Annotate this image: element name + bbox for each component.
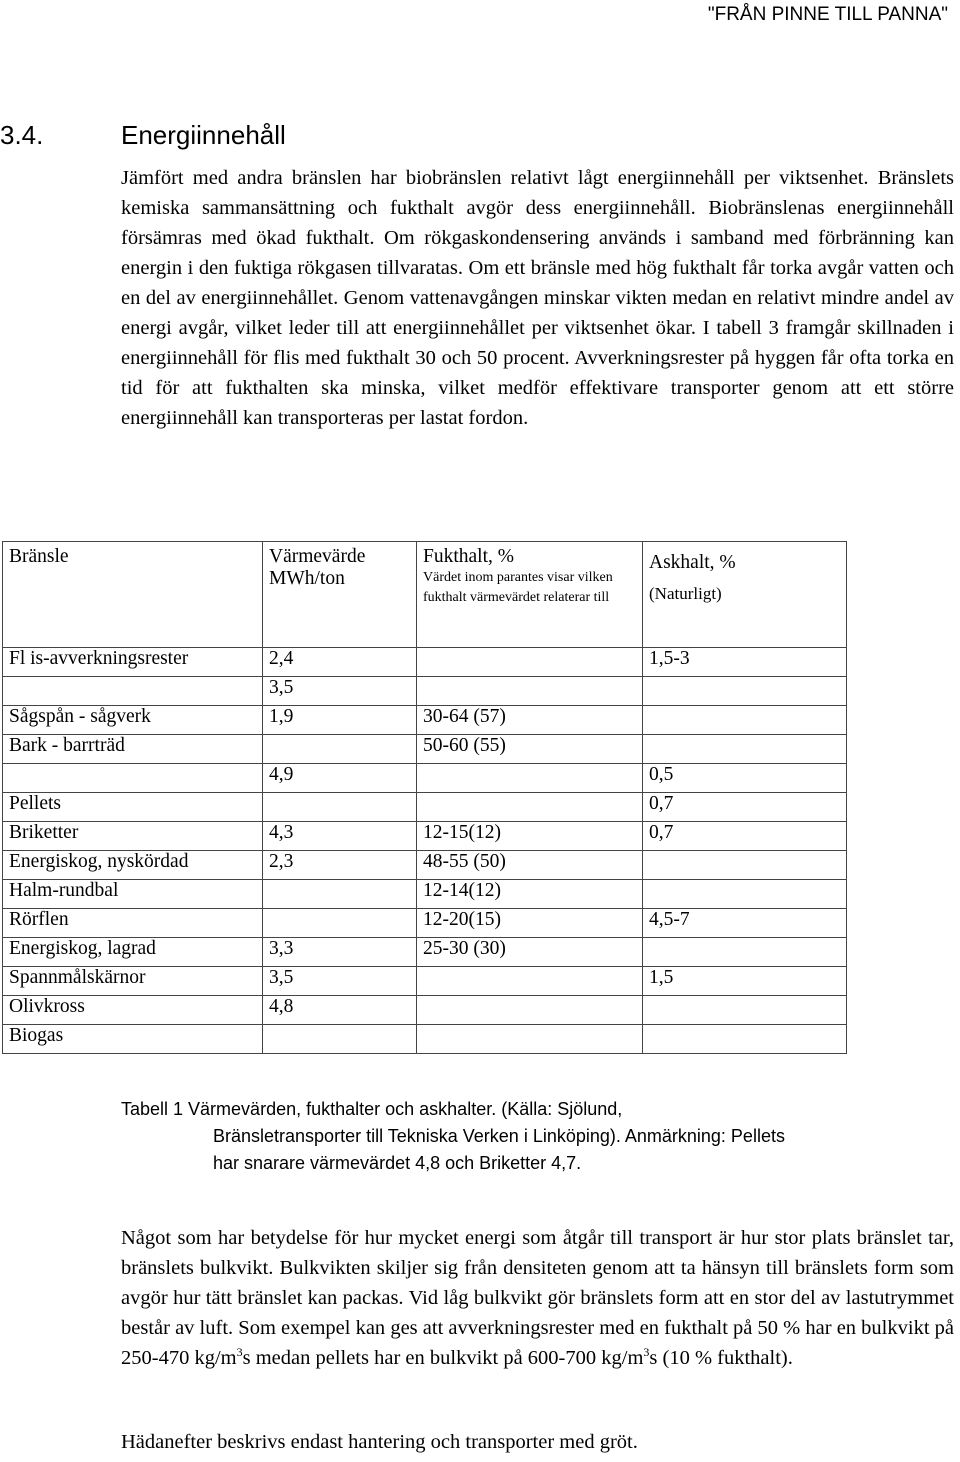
header-ash-note: (Naturligt)	[649, 584, 722, 603]
cell-heat: 3,5	[263, 967, 417, 996]
table-row	[3, 909, 847, 938]
cell-ash: 4,5-7	[643, 909, 847, 938]
cell-moisture: 12-20(15)	[417, 909, 643, 938]
table-row	[3, 822, 847, 851]
fuel-properties-table	[2, 541, 847, 1054]
cell-fuel: Olivkross	[3, 996, 263, 1025]
table-row	[3, 706, 847, 735]
cell-heat	[263, 909, 417, 938]
table-row	[3, 938, 847, 967]
paragraph-energy-content: Jämfört med andra bränslen har biobränslen relativt lågt energiinnehåll per viktsenhet. Bränslets kemiska sammansättning och fukthalt avgör dess energiinnehåll. Biobränslenas energiinnehåll försämras med ökad fukthalt. Om rökgaskondensering används i samband med förbränning kan energin i den fuktiga rökgasen tillvaratas. Om ett bränsle med hög fukthalt får torka avgår vatten och en del av energiinnehållet. Genom vattenavgången minskar vikten medan en relativt mindre andel av energi avgår, vilket leder till att energiinnehållet per viktsenhet ökar. I tabell 3 framgår skillnaden i energiinnehåll för flis med fukthalt 30 och 50 procent. Avverkningsrester på hyggen får ofta torka en tid för att fukthalten ska minska, vilket medför effektivare transporter genom att ett större energiinnehåll kan transporteras per lastat fordon.	[121, 167, 954, 429]
cell-fuel: Pellets	[3, 793, 263, 822]
table-row	[3, 880, 847, 909]
cell-fuel	[3, 764, 263, 793]
cell-fuel: Sågspån - sågverk	[3, 706, 263, 735]
cell-fuel	[3, 677, 263, 706]
cell-ash: 0,7	[643, 793, 847, 822]
cell-fuel: Rörflen	[3, 909, 263, 938]
cell-ash	[643, 851, 847, 880]
cell-ash	[643, 1025, 847, 1054]
paragraph-scope-note: Hädanefter beskrivs endast hantering och transporter med gröt.	[121, 1431, 638, 1453]
cell-moisture: 12-15(12)	[417, 822, 643, 851]
cell-moisture: 50-60 (55)	[417, 735, 643, 764]
cell-heat: 3,3	[263, 938, 417, 967]
cell-heat: 4,9	[263, 764, 417, 793]
table-row	[3, 735, 847, 764]
table-row	[3, 996, 847, 1025]
cell-fuel: Biogas	[3, 1025, 263, 1054]
caption-line-2: Bränsletransporter till Tekniska Verken i Linköping). Anmärkning: Pellets	[213, 1126, 785, 1146]
cell-ash	[643, 938, 847, 967]
paragraph-bulk-density: Något som har betydelse för hur mycket energi som åtgår till transport är hur stor plats bränslet tar, bränslets bulkvikt. Bulkvikten skiljer sig från densiteten genom att ta hänsyn till bränslets form som avgör hur tätt bränslet kan packas. Vid låg bulkvikt gör bränslets form att en stor del av lastutrymmet består av luft. Som exempel kan ges att avverkningsrester med en fukthalt på 50 % har en bulkvikt på 250-470 $kg/m^3s$ medan pellets har en bulkvikt på 600-700 $kg/m^3s$ (10 % fukthalt).	[121, 1227, 954, 1369]
cell-fuel: Energiskog, lagrad	[3, 938, 263, 967]
cell-heat	[263, 880, 417, 909]
caption-line-1: Tabell 1 Värmevärden, fukthalter och askhalter. (Källa: Sjölund,	[121, 1099, 623, 1119]
cell-moisture	[417, 1025, 643, 1054]
table-row	[3, 764, 847, 793]
cell-ash	[643, 735, 847, 764]
cell-ash: 0,5	[643, 764, 847, 793]
cell-ash	[643, 706, 847, 735]
cell-fuel: Energiskog, nyskördad	[3, 851, 263, 880]
table-row	[3, 967, 847, 996]
header-moisture-note: Värdet inom parantes visar vilken fukthalt värmevärdet relaterar till	[423, 570, 613, 605]
cell-moisture: 48-55 (50)	[417, 851, 643, 880]
cell-ash	[643, 677, 847, 706]
cell-heat	[263, 793, 417, 822]
cell-heat	[263, 1025, 417, 1054]
table-row	[3, 851, 847, 880]
cell-heat: 4,8	[263, 996, 417, 1025]
cell-fuel: Bark - barrträd	[3, 735, 263, 764]
cell-heat: 1,9	[263, 706, 417, 735]
cell-fuel: Fl is-avverkningsrester	[3, 648, 263, 677]
cell-heat: 2,3	[263, 851, 417, 880]
section-number: 3.4.	[0, 120, 44, 150]
section-title: Energiinnehåll	[121, 120, 286, 150]
cell-heat: 3,5	[263, 677, 417, 706]
cell-ash: 1,5-3	[643, 648, 847, 677]
cell-moisture	[417, 793, 643, 822]
cell-ash	[643, 996, 847, 1025]
cell-heat: 2,4	[263, 648, 417, 677]
table-row	[3, 677, 847, 706]
cell-moisture: 25-30 (30)	[417, 938, 643, 967]
section-heading	[0, 120, 960, 154]
cell-heat: 4,3	[263, 822, 417, 851]
header-moisture: Fukthalt, % Värdet inom parantes visar vilken fukthalt värmevärdet relaterar till	[417, 542, 643, 648]
cell-moisture	[417, 996, 643, 1025]
cell-moisture: 30-64 (57)	[417, 706, 643, 735]
cell-fuel: Halm-rundbal	[3, 880, 263, 909]
table-row	[3, 793, 847, 822]
cell-ash	[643, 880, 847, 909]
cell-ash: 1,5	[643, 967, 847, 996]
table-row	[3, 648, 847, 677]
cell-fuel: Spannmålskärnor	[3, 967, 263, 996]
cell-moisture	[417, 648, 643, 677]
cell-moisture	[417, 764, 643, 793]
cell-moisture: 12-14(12)	[417, 880, 643, 909]
cell-heat	[263, 735, 417, 764]
running-header: "FRÅN PINNE TILL PANNA"	[707, 4, 948, 25]
table-header-row	[3, 542, 847, 648]
cell-moisture	[417, 677, 643, 706]
header-fuel: Bränsle	[3, 542, 263, 648]
table-row	[3, 1025, 847, 1054]
cell-ash: 0,7	[643, 822, 847, 851]
caption-line-3: har snarare värmevärdet 4,8 och Briketter 4,7.	[213, 1153, 582, 1173]
header-ash: Askhalt, % (Naturligt)	[643, 542, 847, 648]
header-heat-value: Värmevärde MWh/ton	[263, 542, 417, 648]
cell-moisture	[417, 967, 643, 996]
table-caption	[121, 1096, 956, 1177]
cell-fuel: Briketter	[3, 822, 263, 851]
